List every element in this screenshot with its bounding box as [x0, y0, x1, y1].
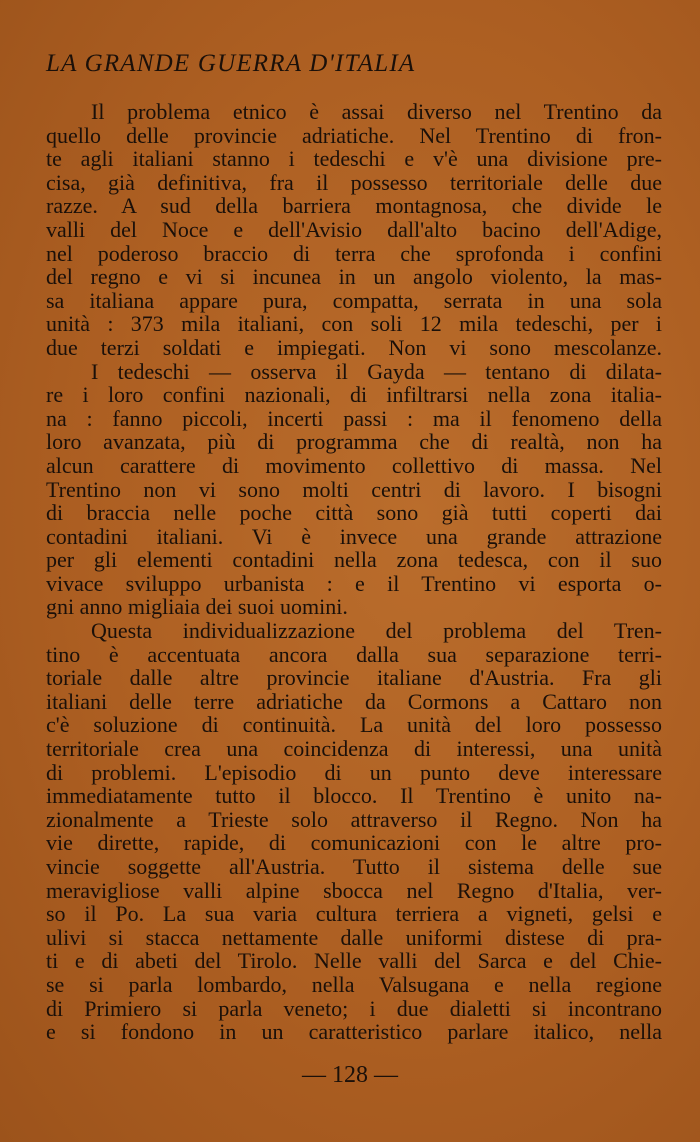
text-line: di Primiero si parla veneto; i due dialetti si incontrano [46, 995, 662, 1021]
text-line: Trentino non vi sono molti centri di lavoro. I bisogni [46, 476, 662, 502]
text-line: quello delle provincie adriatiche. Nel Trentino di fron- [46, 122, 662, 148]
text-line: re i loro confini nazionali, di infiltrarsi nella zona italia- [46, 382, 662, 408]
text-line: di problemi. L'episodio di un punto deve interessare [46, 759, 662, 785]
page-body [46, 48, 662, 1044]
text-line: di braccia nelle poche città sono già tutti coperti dai [46, 500, 662, 526]
text-line: nel poderoso braccio di terra che sprofonda i confini [46, 240, 662, 266]
text-line: vivace sviluppo urbanista : e il Trentino vi esporta o- [46, 570, 662, 596]
text-line: gni anno migliaia dei suoi uomini. [46, 594, 348, 620]
text-line: Questa individualizzazione del problema del Tren- [91, 618, 662, 644]
text-line: ulivi si stacca nettamente dalle uniformi distese di pra- [46, 924, 662, 950]
text-line: c'è soluzione di continuità. La unità del loro possesso [46, 712, 662, 738]
text-line: tino è accentuata ancora dalla sua separazione terri- [46, 641, 662, 667]
text-line: cisa, già definitiva, fra il possesso territoriale delle due [46, 169, 662, 195]
text-block [46, 100, 662, 1044]
text-line: Il problema etnico è assai diverso nel Trentino da [91, 99, 662, 124]
text-line: due terzi soldati e impiegati. Non vi sono mescolanze. [46, 334, 662, 360]
running-head: LA GRANDE GUERRA D'ITALIA [46, 50, 416, 77]
text-line: so il Po. La sua varia cultura terriera a vigneti, gelsi e [46, 901, 662, 927]
text-line: se si parla lombardo, nella Valsugana e nella regione [46, 971, 662, 997]
text-line: e si fondono in un caratteristico parlare italico, nella [46, 1019, 662, 1045]
text-line: te agli italiani stanno i tedeschi e v'è una divisione pre- [46, 146, 662, 172]
text-line: toriale dalle altre provincie italiane d'Austria. Fra gli [46, 665, 662, 691]
text-line: immediatamente tutto il blocco. Il Trentino è unito na- [46, 783, 662, 809]
text-line: na : fanno piccoli, incerti passi : ma il fenomeno della [46, 405, 662, 431]
text-line: del regno e vi si incunea in un angolo violento, la mas- [46, 264, 662, 290]
text-line: zionalmente a Trieste solo attraverso il Regno. Non ha [46, 806, 662, 832]
text-line: territoriale crea una coincidenza di interessi, una unità [46, 736, 662, 762]
page-number: — 128 — [302, 1062, 398, 1088]
text-line: I tedeschi — osserva il Gayda — tentano di dilata- [91, 358, 662, 384]
text-line: valli del Noce e dell'Avisio dall'alto bacino dell'Adige, [46, 216, 662, 242]
text-line: vie dirette, rapide, di comunicazioni con le altre pro- [46, 830, 662, 856]
text-line: loro avanzata, più di programma che di realtà, non ha [46, 429, 662, 455]
text-line: alcun carattere di movimento collettivo di massa. Nel [46, 452, 662, 478]
text-line: sa italiana appare pura, compatta, serrata in una sola [46, 287, 662, 313]
text-line: razze. A sud della barriera montagnosa, che divide le [46, 193, 662, 219]
text-line: unità : 373 mila italiani, con soli 12 mila tedeschi, per i [46, 311, 662, 337]
text-line: per gli elementi contadini nella zona tedesca, con il suo [46, 547, 662, 573]
text-line: contadini italiani. Vi è invece una grande attrazione [46, 523, 662, 549]
text-line: ti e di abeti del Tirolo. Nelle valli del Sarca e del Chie- [46, 948, 662, 974]
text-line: italiani delle terre adriatiche da Cormons a Cattaro non [46, 688, 662, 714]
text-line: vincie soggette all'Austria. Tutto il sistema delle sue [46, 854, 662, 879]
text-line: meravigliose valli alpine sbocca nel Regno d'Italia, ver- [46, 877, 662, 903]
